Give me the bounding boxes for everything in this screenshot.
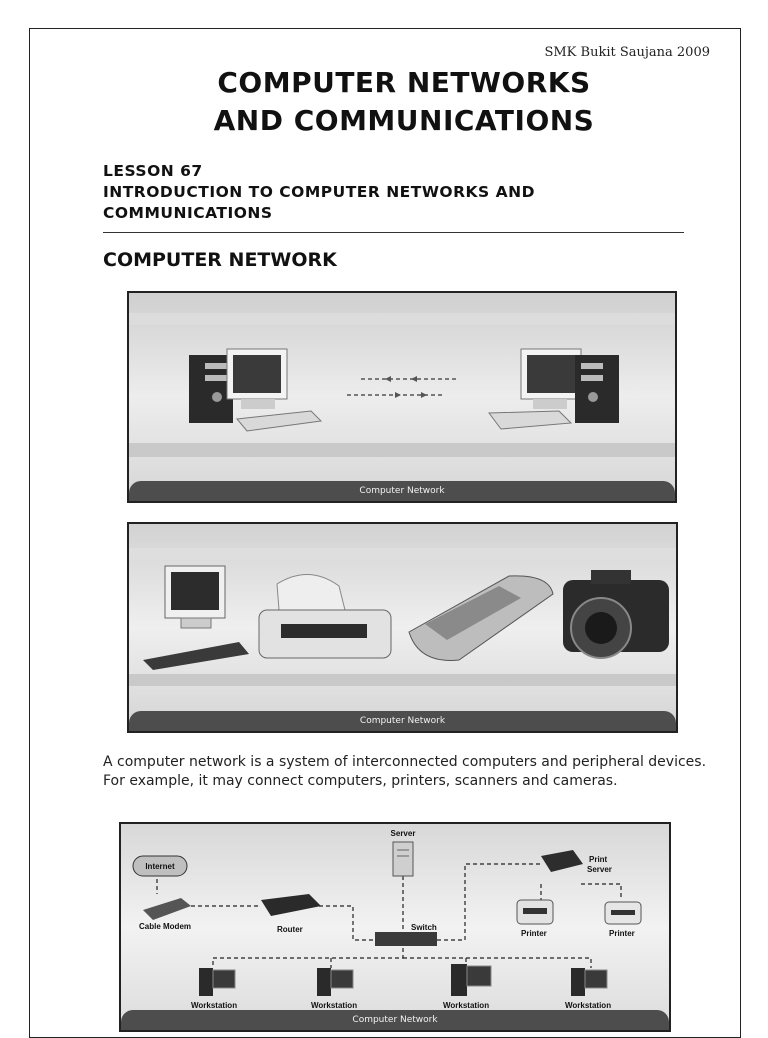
figure-peripheral-devices (127, 522, 678, 733)
computer-tower-left-icon (189, 355, 233, 423)
body-paragraph: A computer network is a system of interconnected computers and peripheral devices. For example, it may connect computers, printers, scanners and cameras. (103, 754, 707, 789)
label-workstation-2: Workstation (311, 1001, 358, 1010)
title-line-1: COMPUTER NETWORKS (217, 66, 591, 99)
figure-caption: Computer Network (129, 481, 675, 501)
figure-two-computers-illustration (129, 293, 675, 501)
label-server: Server (390, 829, 416, 838)
label-printer-1: Printer (521, 929, 547, 938)
lesson-title-line-2: COMMUNICATIONS (103, 204, 273, 222)
figure-caption: Computer Network (121, 1010, 669, 1030)
label-print-server-2: Server (587, 865, 612, 874)
page-title (0, 64, 768, 140)
label-print-server-1: Print (589, 855, 608, 864)
section-heading: COMPUTER NETWORK (103, 249, 337, 271)
camera-icon (563, 570, 669, 658)
label-workstation-3: Workstation (443, 1001, 490, 1010)
label-router: Router (277, 925, 303, 934)
lesson-title-line-1: INTRODUCTION TO COMPUTER NETWORKS AND (103, 183, 535, 201)
label-workstation-4: Workstation (565, 1001, 612, 1010)
label-switch: Switch (411, 923, 437, 932)
figure-caption: Computer Network (129, 711, 676, 731)
figure-peripheral-devices-illustration (129, 524, 676, 731)
heading-divider (103, 232, 684, 233)
server-icon (391, 829, 416, 876)
network-diagram-illustration (121, 824, 669, 1030)
figure-network-diagram (119, 822, 671, 1032)
computer-tower-right-icon (575, 355, 619, 423)
figure-two-computers (127, 291, 677, 503)
label-printer-2: Printer (609, 929, 635, 938)
label-workstation-1: Workstation (191, 1001, 238, 1010)
lesson-number: LESSON 67 (103, 162, 203, 180)
internet-cloud-icon (133, 856, 187, 876)
label-cable-modem: Cable Modem (139, 922, 192, 931)
title-line-2: AND COMMUNICATIONS (213, 104, 595, 137)
label-internet: Internet (145, 862, 175, 871)
header-note: SMK Bukit Saujana 2009 (544, 45, 710, 60)
lesson-heading (103, 161, 535, 224)
